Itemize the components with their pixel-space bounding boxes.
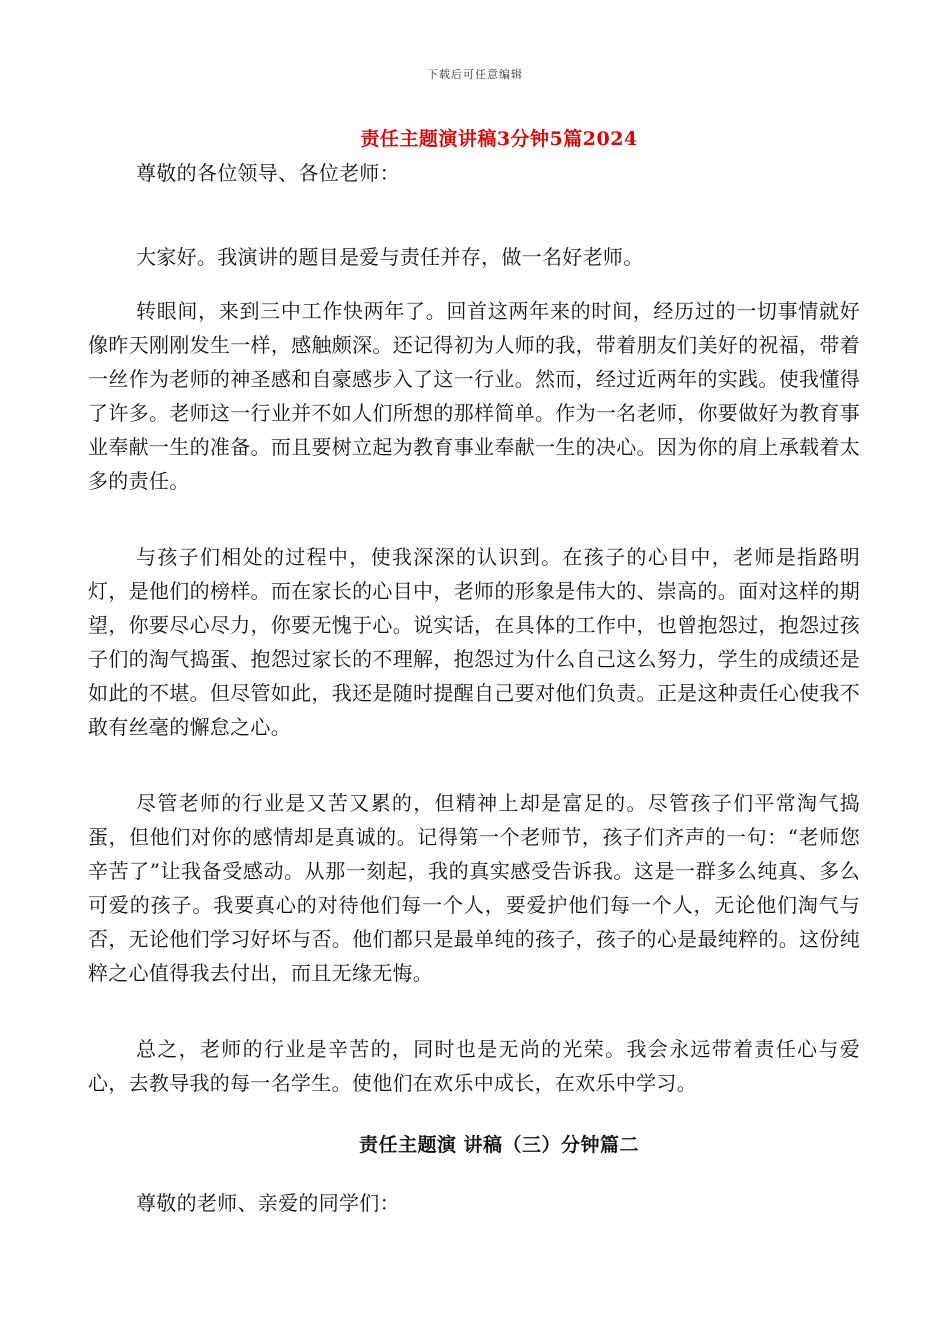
document-title: 责任主题演讲稿3分钟5篇2024 <box>360 128 638 150</box>
header-note: 下载后可任意编辑 <box>427 68 523 81</box>
section-title: 责任主题演 讲稿（三）分钟篇二 <box>358 1134 640 1156</box>
salutation-two: 尊敬的老师、亲爱的同学们： <box>136 1191 400 1215</box>
paragraph-spirit: 尽管老师的行业是又苦又累的，但精神上却是富足的。尽管孩子们平常淘气捣蛋，但他们对你的感情却是真诚的。记得第一个老师节，孩子们齐声的一句：“老师您辛苦了”让我备受感动。从那一刻起，我的真实感受告诉我。这是一群多么纯真、多么可爱的孩子。我要真心的对待他们每一个人，要爱护他们每一个人，无论他们淘气与否，无论他们学习好坏与否。他们都只是最单纯的孩子，孩子的心是最纯粹的。这份纯粹之心值得我去付出，而且无缘无悔。 <box>88 791 860 985</box>
paragraph-conclusion: 总之，老师的行业是辛苦的，同时也是无尚的光荣。我会永远带着责任心与爱心，去教导我的每一名学生。使他们在欢乐中成长，在欢乐中学习。 <box>88 1037 860 1095</box>
paragraph-two-years: 转眼间，来到三中工作快两年了。回首这两年来的时间，经历过的一切事情就好像昨天刚刚发生一样，感触颇深。还记得初为人师的我，带着朋友们美好的祝福，带着一丝作为老师的神圣感和自豪感步入了这一行业。然而，经过近两年的实践。使我懂得了许多。老师这一行业并不如人们所想的那样简单。作为一名老师，你要做好为教育事业奉献一生的准备。而且要树立起为教育事业奉献一生的决心。因为你的肩上承载着太多的责任。 <box>88 299 860 493</box>
paragraph-children: 与孩子们相处的过程中，使我深深的认识到。在孩子的心目中，老师是指路明灯，是他们的榜样。而在家长的心目中，老师的形象是伟大的、崇高的。面对这样的期望，你要尽心尽力，你要无愧于心。说实话，在具体的工作中，也曾抱怨过，抱怨过孩子们的淘气捣蛋、抱怨过家长的不理解，抱怨过为什么自己这么努力，学生的成绩还是如此的不堪。但尽管如此，我还是随时提醒自己要对他们负责。正是这种责任心使我不敢有丝毫的懈怠之心。 <box>88 545 860 739</box>
paragraph-greeting: 大家好。我演讲的题目是爱与责任并存，做一名好老师。 <box>136 245 644 269</box>
salutation: 尊敬的各位领导、各位老师： <box>136 161 400 185</box>
